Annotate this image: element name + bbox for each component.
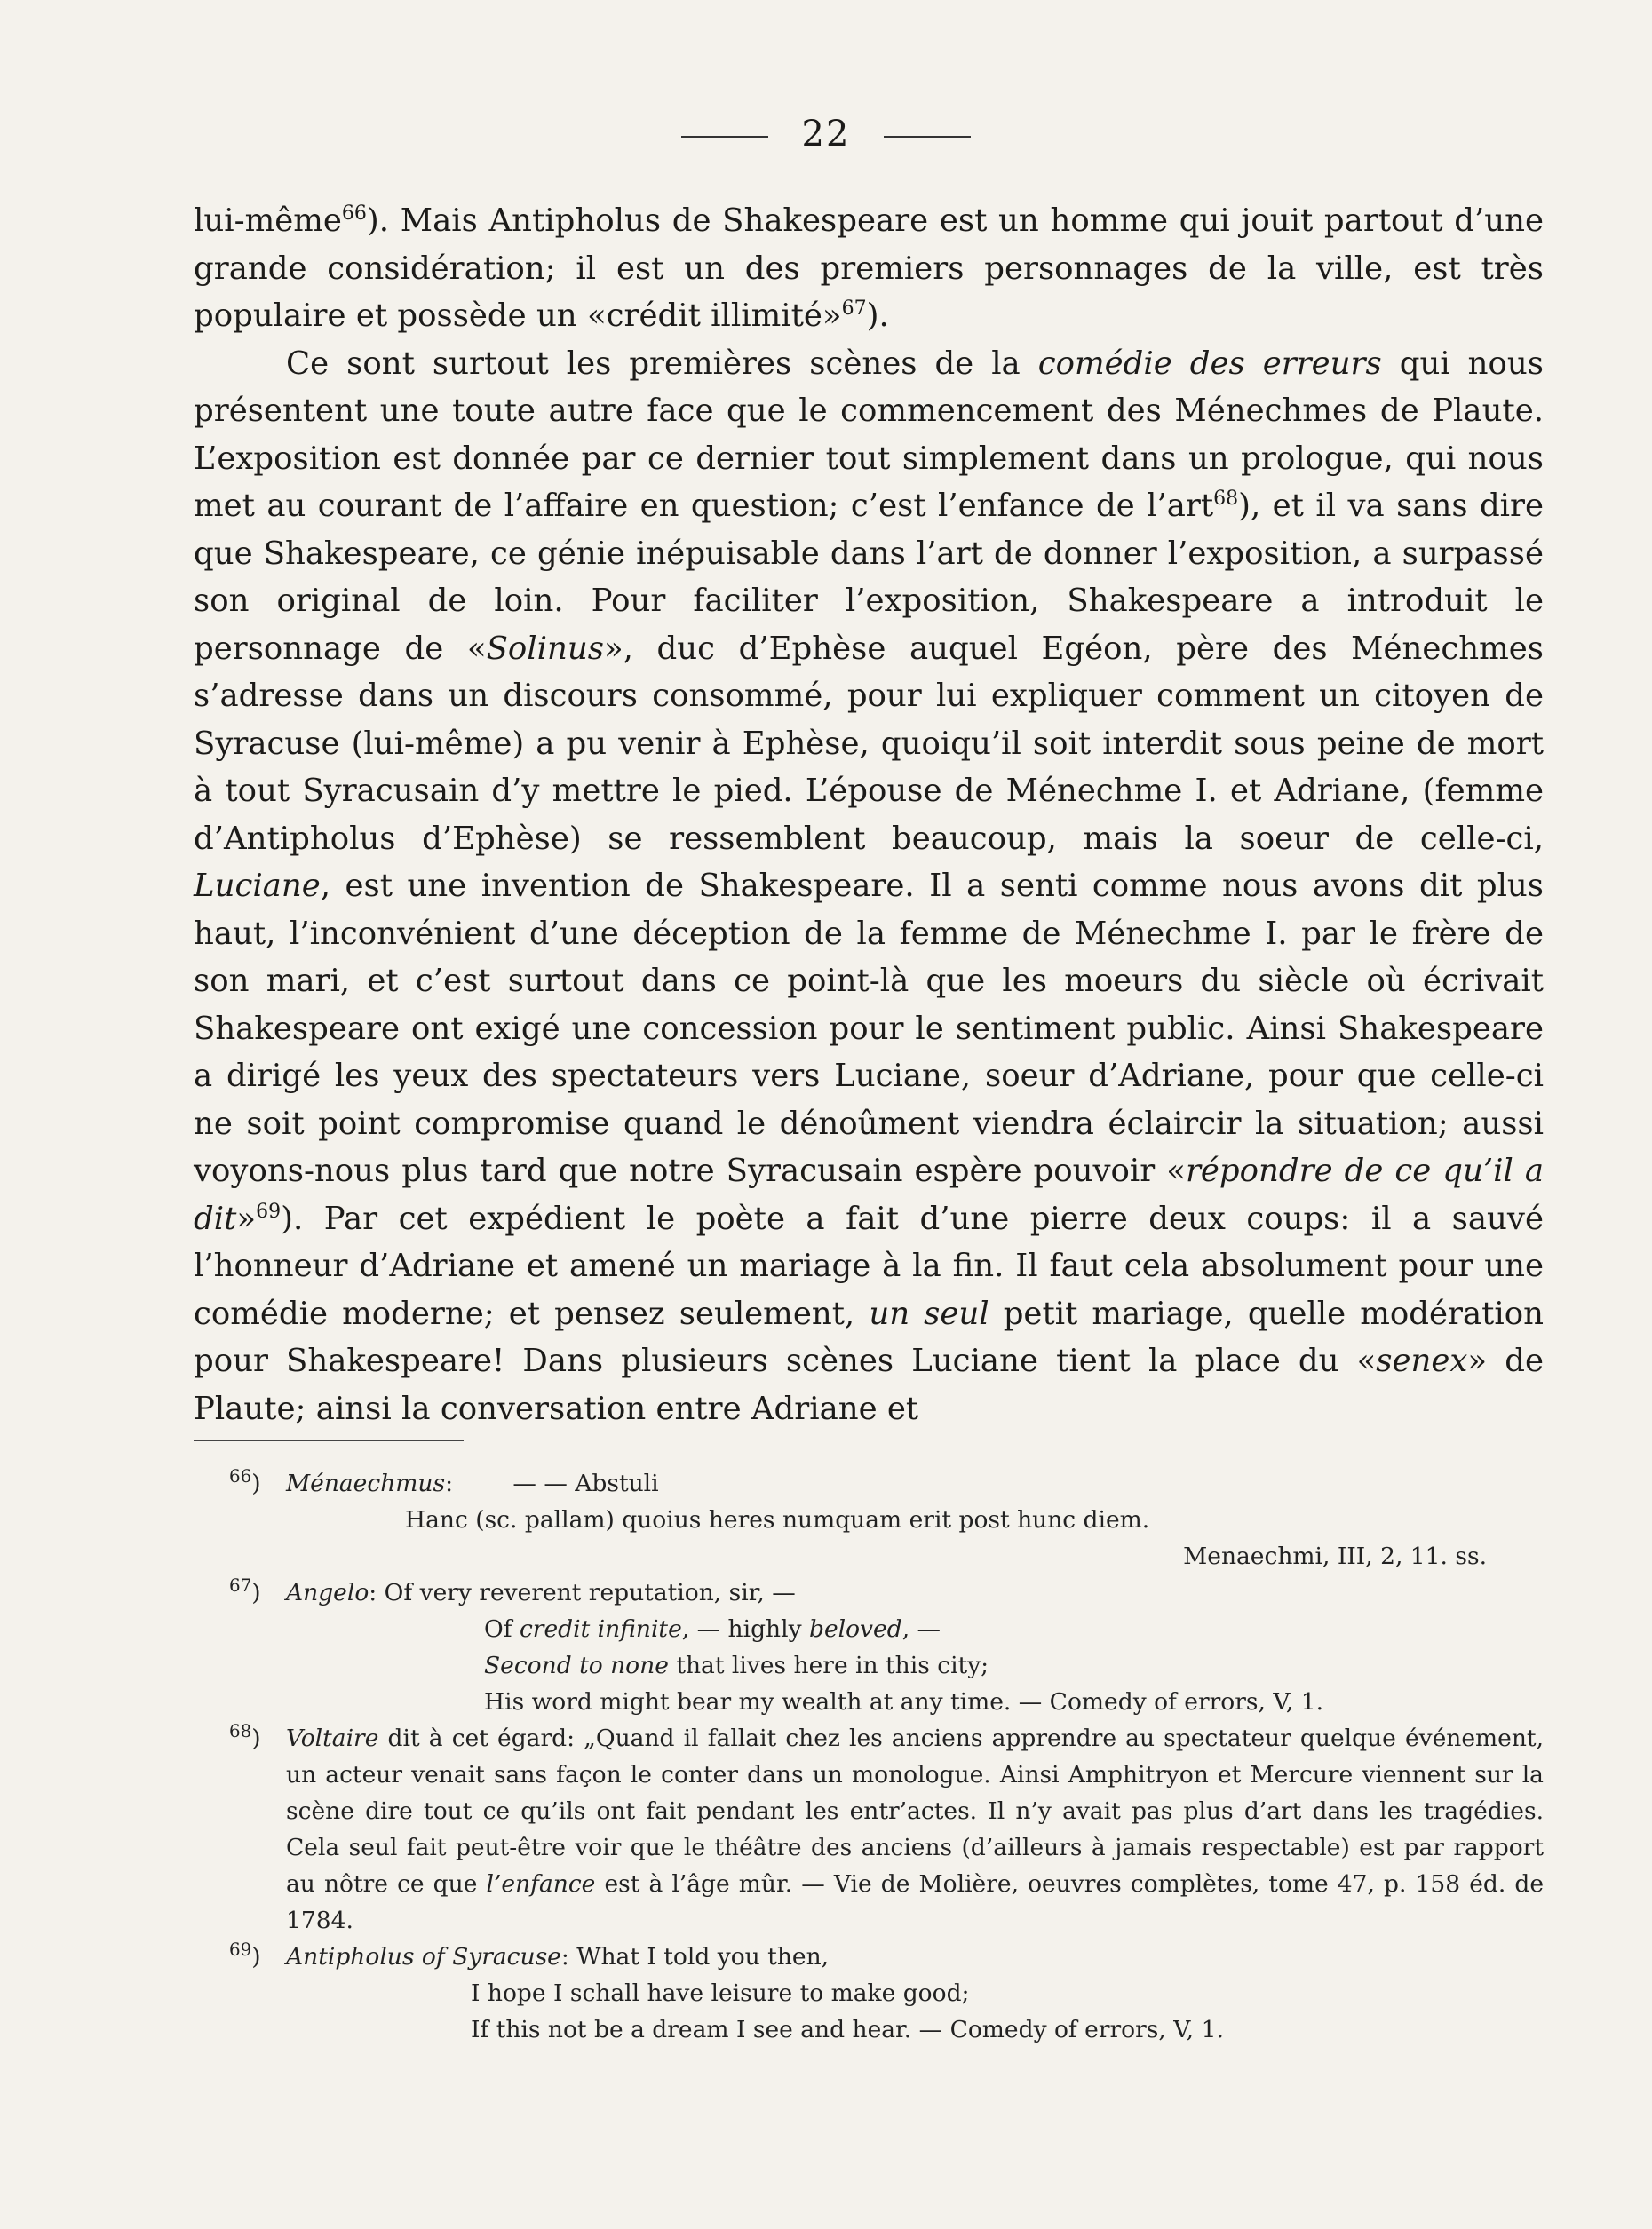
paragraph-2 xyxy=(194,340,1544,1433)
footnote-line: — — Abstuli xyxy=(512,1470,659,1497)
text-run: » de Plaute; ainsi la conversation entre Adriane et xyxy=(194,1343,1544,1427)
footnote-text-italic: l’enfance xyxy=(486,1870,596,1898)
footnote-rule xyxy=(194,1440,464,1441)
footnote-66: $^{66}$) Ménaechmus: — — Abstuli Hanc (sc. pallam) quoius heres numquam erit post hunc diem. Menaechmi, III, 2, 11. ss. xyxy=(194,1465,1544,1575)
footnote-speaker: Ménaechmus xyxy=(286,1470,446,1497)
footnote-ref: 69 xyxy=(256,1200,282,1223)
text-run: lui-même xyxy=(194,202,342,239)
italic-run: Luciane xyxy=(194,868,321,904)
text-run: ), et il va sans dire que Shakespeare, ce génie inépuisable dans l’art de donner l’exposition, a surpassé son original de loin. Pour faciliter l’exposition, Shakespeare a introduit le personnage de « xyxy=(194,488,1545,667)
footnote-line: Hanc (sc. pallam) quoius heres numquam erit post hunc diem. xyxy=(405,1506,1150,1534)
page-header xyxy=(0,114,1652,155)
italic-run: comédie des erreurs xyxy=(1037,345,1382,382)
footnote-line: If this not be a dream I see and hear. — Comedy of errors, V, 1. xyxy=(471,2016,1224,2043)
footnote-line: Of credit infinite, — highly beloved, — xyxy=(484,1615,941,1643)
footnote-69: $^{69}$) Antipholus of Syracuse: What I told you then, I hope I schall have leisure to make good; If this not be a dream I see and hear. — Comedy of errors, V, 1. xyxy=(194,1939,1544,2048)
footnote-marker: 67 xyxy=(229,1575,252,1597)
text-run: » xyxy=(236,1200,257,1237)
footnote-marker: 66 xyxy=(229,1466,252,1487)
header-dash-left xyxy=(681,136,768,138)
footnote-speaker: Angelo xyxy=(286,1579,369,1606)
footnotes xyxy=(194,1465,1544,2048)
paragraph-1 xyxy=(194,197,1544,340)
footnote-line: I hope I schall have leisure to make good; xyxy=(471,1979,970,2007)
footnote-67: $^{67}$) Angelo: Of very reverent reputation, sir, — Of credit infinite, — highly beloved, — Second to none that lives here in this city; His word might bear my wealth at any time. — Comedy of errors, V, 1. xyxy=(194,1575,1544,1720)
text-run: ). xyxy=(866,297,889,334)
italic-run: senex xyxy=(1376,1343,1468,1379)
text-run: ). Mais Antipholus de Shakespeare est un homme qui jouit partout d’une grande considération; il est un des premiers personnages de la ville, est très populaire et possède un «crédit illimité» xyxy=(194,202,1544,334)
italic-run: un seul xyxy=(869,1295,989,1332)
footnote-ref: 66 xyxy=(341,202,367,226)
footnote-speaker: Antipholus of Syracuse xyxy=(286,1943,561,1971)
footnote-ref: 68 xyxy=(1213,488,1239,511)
body-text xyxy=(194,197,1544,1432)
text-run: petit mariage, quelle modération pour Shakespeare! Dans plusieurs scènes Luciane tient la place du « xyxy=(194,1295,1544,1379)
text-run: qui nous présentent une toute autre face que le commencement des Ménechmes de Plaute. L’exposition est donnée par ce dernier tout simplement dans un prologue, qui nous met au courant de l’affaire en question; c’est l’enfance de l’art xyxy=(194,345,1544,524)
text-run: Ce sont surtout les premières scènes de la xyxy=(286,345,1038,382)
footnote-marker: 68 xyxy=(229,1721,252,1742)
italic-run: Solinus xyxy=(486,630,604,667)
footnote-source: Menaechmi, III, 2, 11. ss. xyxy=(1183,1543,1487,1570)
italic-run: répondre de ce qu’il a dit xyxy=(194,1153,1544,1237)
header-dash-right xyxy=(884,136,971,138)
text-run: », duc d’Ephèse auquel Egéon, père des Ménechmes s’adresse dans un discours consommé, pour lui expliquer comment un citoyen de Syracuse (lui-même) a pu venir à Ephèse, quoiqu’il soit interdit sous peine de mort à tout Syracusain d’y mettre le pied. L’épouse de Ménechme I. et Adriane, (femme d’Antipholus d’Ephèse) se ressemblent beaucoup, mais la soeur de celle-ci, xyxy=(194,630,1545,857)
footnote-line: Of very reverent reputation, sir, — xyxy=(384,1579,796,1606)
footnote-line: Second to none that lives here in this city; xyxy=(484,1652,989,1679)
text-run: ). Par cet expédient le poète a fait d’une pierre deux coups: il a sauvé l’honneur d’Adriane et amené un mariage à la fin. Il faut cela absolument pour une comédie moderne; et pensez seulement, xyxy=(194,1200,1544,1332)
footnote-68: $^{68}$) Voltaire dit à cet égard: „Quand il fallait chez les anciens apprendre au spectateur quelque événement, un acteur venait sans façon le conter dans un monologue. Ainsi Amphitryon et Mercure viennent sur la scène dire tout ce qu’ils ont fait pendant les entr’actes. Il n’y avait pas plus d’art dans les tragédies. Cela seul fait peut-être voir que le théâtre des anciens (d’ailleurs à jamais respectable) est par rapport au nôtre ce que l’enfance est à l’âge mûr. — Vie de Molière, oeuvres complètes, tome 47, p. 158 éd. de 1784. xyxy=(229,1721,1545,1934)
footnote-line: His word might bear my wealth at any time. — Comedy of errors, V, 1. xyxy=(484,1688,1323,1716)
footnote-text: dit à cet égard: „Quand il fallait chez les anciens apprendre au spectateur quelque événement, un acteur venait sans façon le conter dans un monologue. Ainsi Amphitryon et Mercure viennent sur la scène dire tout ce qu’ils ont fait pendant les entr’actes. Il n’y avait pas plus d’art dans les tragédies. Cela seul fait peut-être voir que le théâtre des anciens (d’ailleurs à jamais respectable) est par rapport au nôtre ce que xyxy=(286,1725,1544,1898)
page-number: 22 xyxy=(801,114,851,155)
footnote-ref: 67 xyxy=(841,297,867,321)
footnote-line: What I told you then, xyxy=(576,1943,830,1971)
footnote-author: Voltaire xyxy=(286,1725,379,1752)
footnote-marker: 69 xyxy=(229,1939,252,1961)
footnote-text: est à l’âge mûr. — Vie de Molière, oeuvres complètes, tome 47, p. 158 éd. de 1784. xyxy=(286,1870,1545,1934)
text-run: , est une invention de Shakespeare. Il a senti comme nous avons dit plus haut, l’inconvénient d’une déception de la femme de Ménechme I. par le frère de son mari, et c’est surtout dans ce point-là que les moeurs du siècle où écrivait Shakespeare ont exigé une concession pour le sentiment public. Ainsi Shakespeare a dirigé les yeux des spectateurs vers Luciane, soeur d’Adriane, pour que celle-ci ne soit point compromise quand le dénoûment viendra éclaircir la situation; aussi voyons-nous plus tard que notre Syracusain espère pouvoir « xyxy=(194,868,1544,1189)
